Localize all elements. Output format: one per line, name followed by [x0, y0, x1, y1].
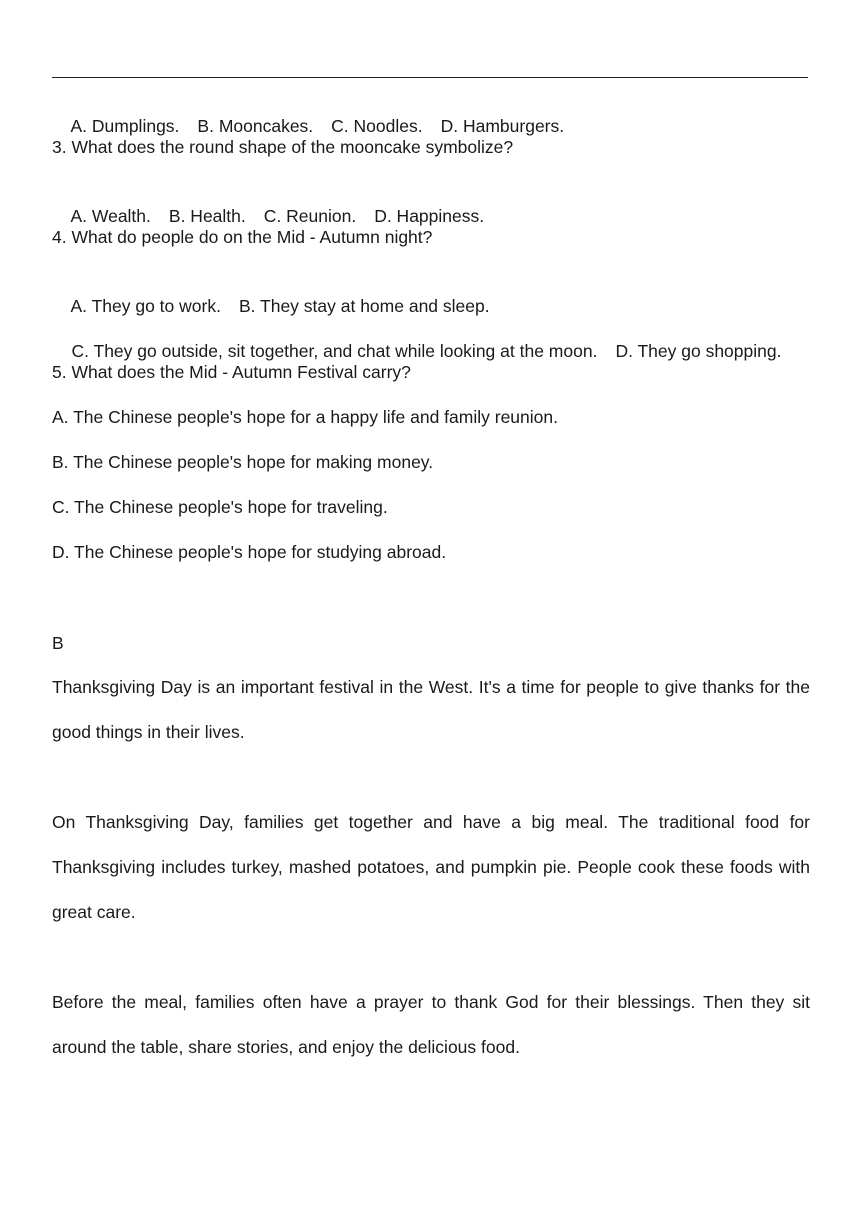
q4-option-a: A. They go to work. — [70, 296, 221, 316]
q2-option-d: D. Hamburgers. — [440, 116, 565, 136]
q4-option-d: D. They go shopping. — [615, 341, 782, 361]
q3-prompt: 3. What does the round shape of the mooncake symbolize? — [52, 137, 514, 157]
q5-option-a: A. The Chinese people's hope for a happy life and family reunion. — [52, 407, 558, 427]
q4-option-c: C. They go outside, sit together, and chat while looking at the moon. — [71, 341, 598, 361]
q5-prompt: 5. What does the Mid - Autumn Festival carry? — [52, 362, 411, 382]
q4-prompt: 4. What do people do on the Mid - Autumn night? — [52, 227, 433, 247]
q5-option-c: C. The Chinese people's hope for traveling. — [52, 497, 388, 517]
q2-option-c: C. Noodles. — [331, 116, 423, 136]
q4-option-b: B. They stay at home and sleep. — [238, 296, 490, 316]
section-b-paragraph-2: On Thanksgiving Day, families get together and have a big meal. The traditional food for Thanksgiving includes turkey, mashed potatoes, and pumpkin pie. People cook these foods with great care. — [52, 812, 810, 922]
q5-option-b: B. The Chinese people's hope for making money. — [52, 452, 434, 472]
header-rule — [52, 77, 808, 78]
q3-option-a: A. Wealth. — [70, 206, 151, 226]
section-b-label: B — [52, 633, 64, 653]
q2-option-a: A. Dumplings. — [70, 116, 180, 136]
q5-option-d: D. The Chinese people's hope for studying abroad. — [52, 542, 447, 562]
section-b-paragraph-3: Before the meal, families often have a prayer to thank God for their blessings. Then they sit around the table, share stories, and enjoy the delicious food. — [52, 992, 810, 1057]
q2-option-b: B. Mooncakes. — [197, 116, 314, 136]
q3-option-d: D. Happiness. — [374, 206, 485, 226]
section-b-paragraph-1: Thanksgiving Day is an important festival in the West. It's a time for people to give thanks for the good things in their lives. — [52, 677, 810, 742]
q3-option-c: C. Reunion. — [263, 206, 357, 226]
q3-option-b: B. Health. — [168, 206, 246, 226]
